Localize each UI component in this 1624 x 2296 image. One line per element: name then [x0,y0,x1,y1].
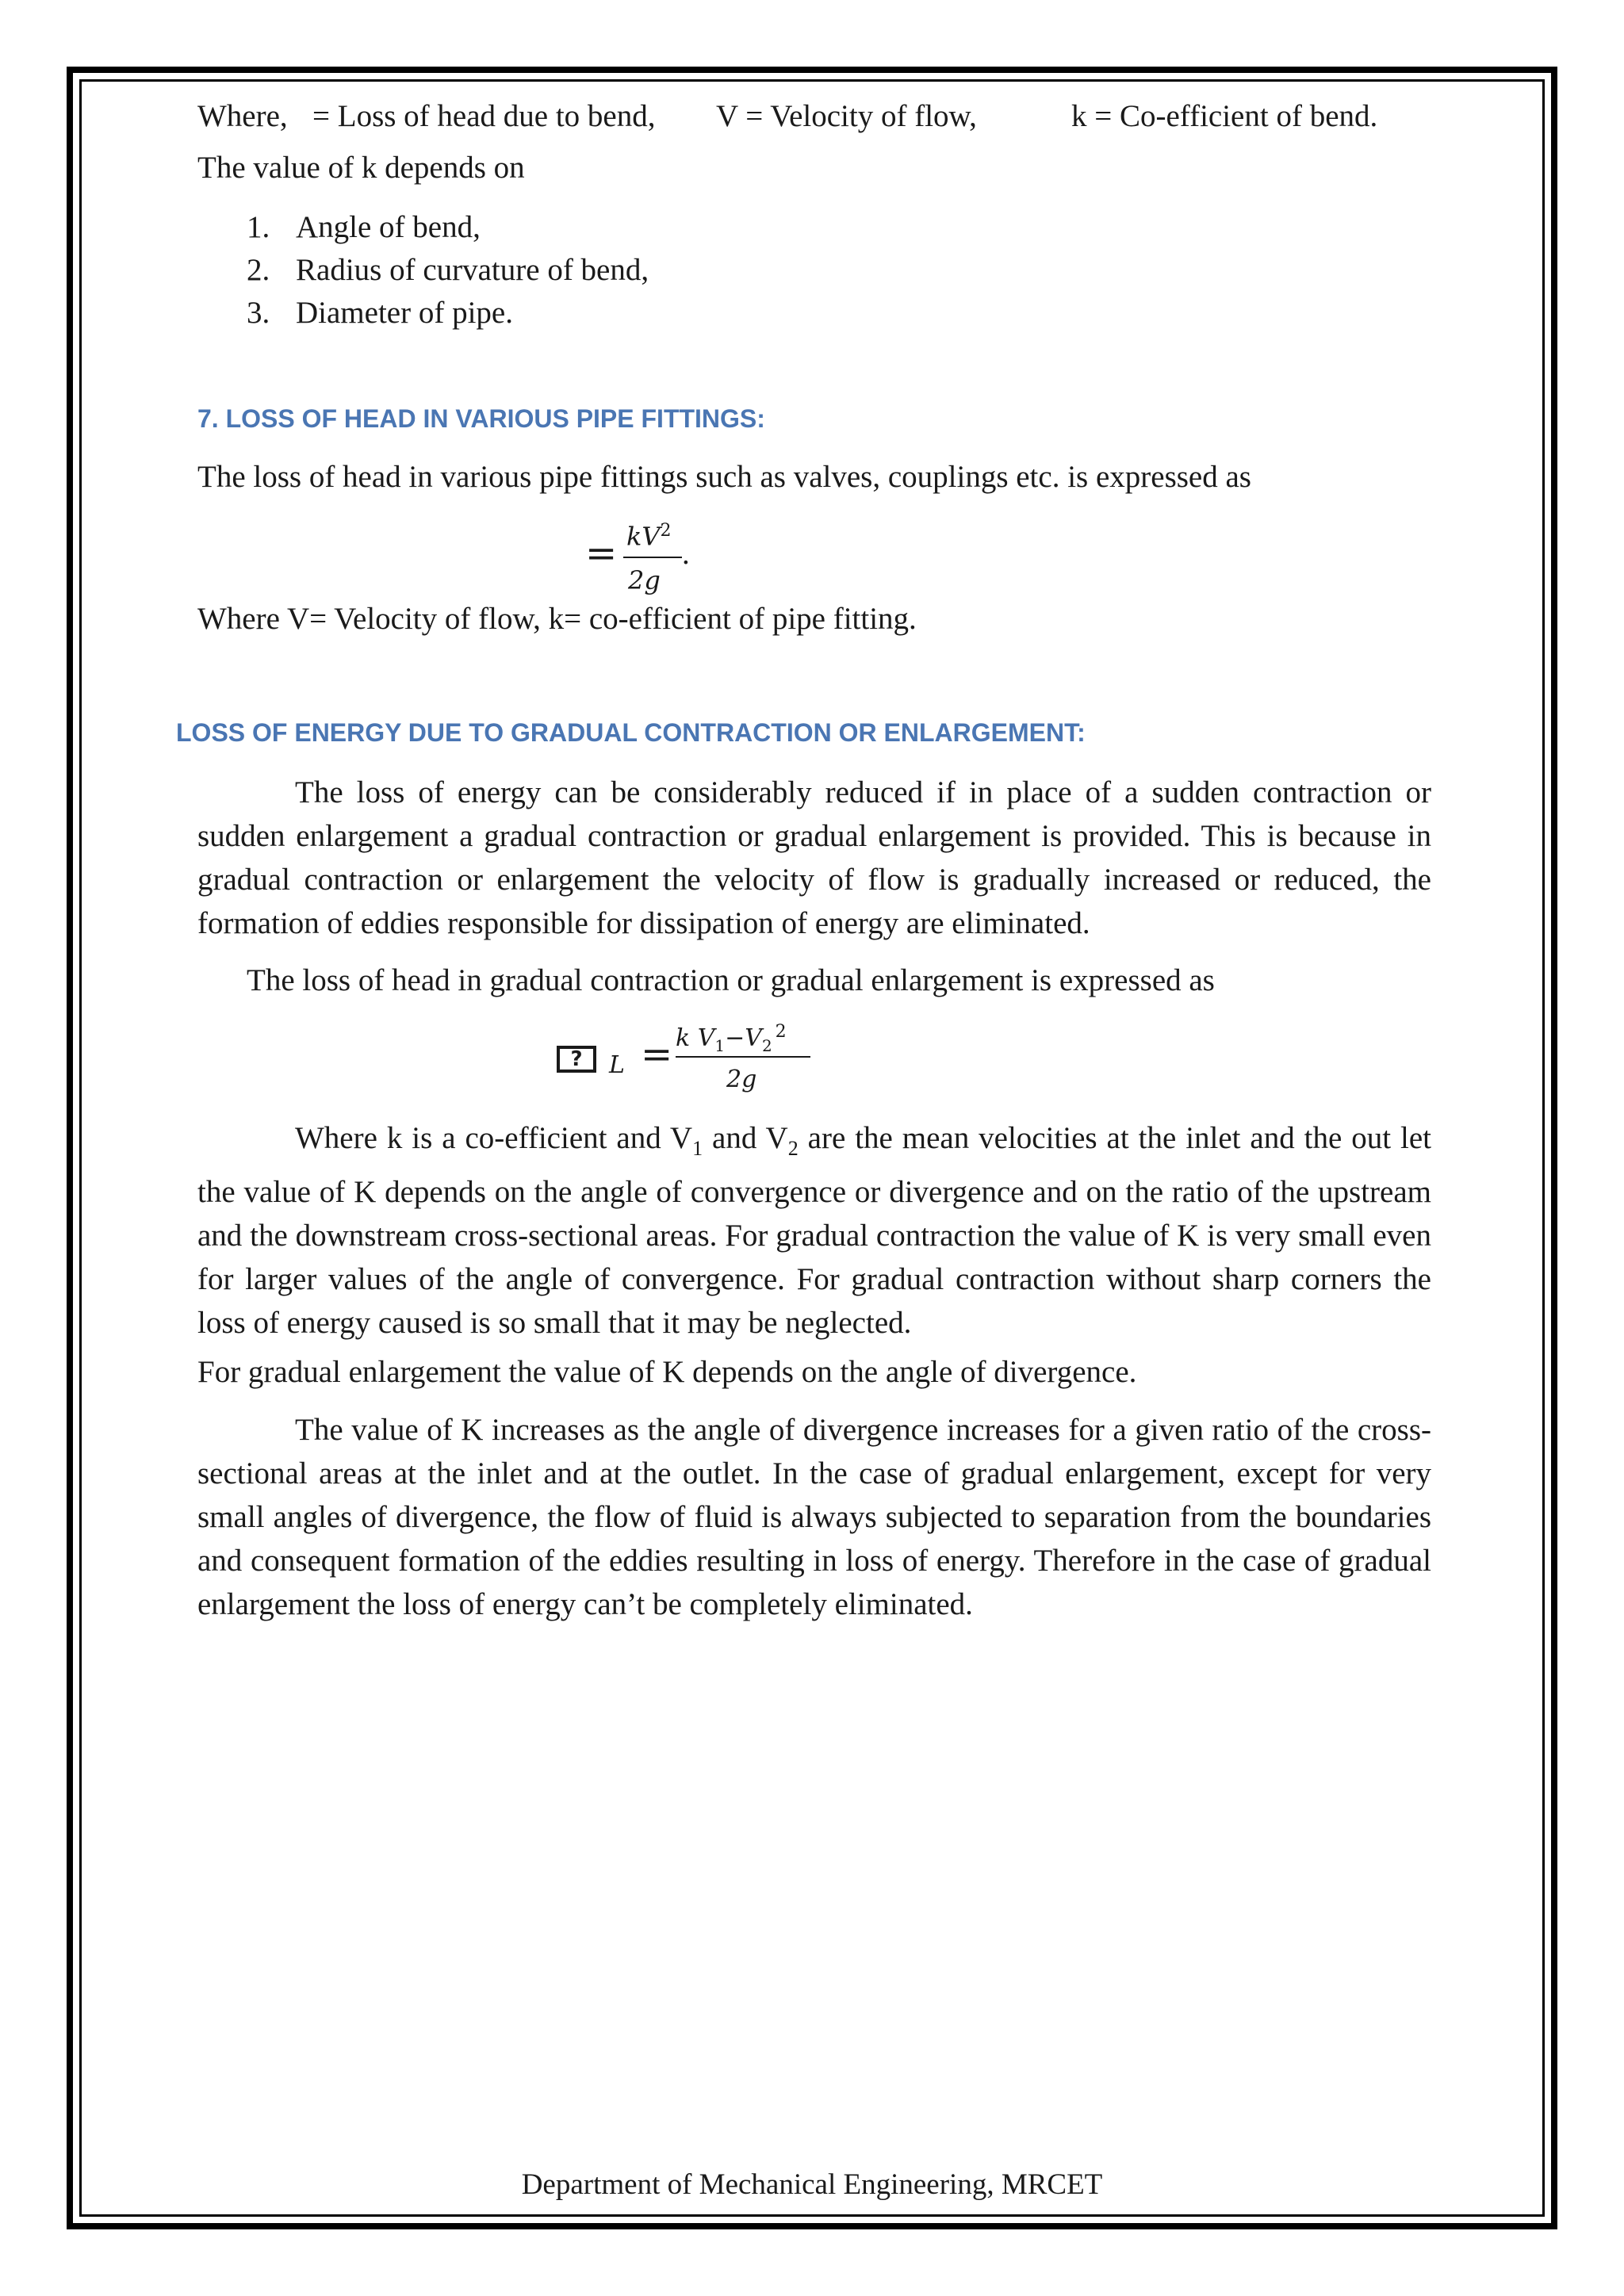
list-item-number: 3. [247,296,270,330]
head-loss-definition: = Loss of head due to bend, [312,99,656,133]
list-item-number: 2. [247,253,270,287]
k-depends-text: The value of k depends on [197,151,525,185]
formula-period: . [682,537,690,571]
numerator: kV [626,521,661,552]
numerator: k V [676,1024,715,1052]
missing-glyph-box: ? [557,1046,596,1073]
fraction [676,1016,810,1104]
where-label: Where, [197,99,288,133]
numerator-minus-v: −V [725,1024,762,1052]
exponent: 2 [660,521,672,541]
list-item: Radius of curvature of bend, [296,253,649,287]
equals-sign: = [641,1032,673,1077]
fraction-bar [676,1056,810,1058]
fittings-where: Where V= Velocity of flow, k= co-efficient of pipe fitting. [197,602,917,636]
list-item-number: 1. [247,210,270,244]
bend-coefficient-definition: k = Co-efficient of bend. [1071,99,1378,133]
subscript-l: L [609,1051,625,1079]
section-heading: LOSS OF ENERGY DUE TO GRADUAL CONTRACTION OR ENLARGEMENT: [176,718,1086,747]
fittings-intro: The loss of head in various pipe fittings such as valves, couplings etc. is expressed as [197,460,1251,494]
fraction-bar [623,557,682,558]
paragraph: Where k is a co-efficient and $V_1$ and $V_2$ are the mean velocities at the inlet and the out let the value of K depends on the angle of convergence or divergence and on the ratio of the upstream and the downstream cross-sectional areas. For gradual contraction the value of K is very small even for larger values of the angle of convergence. For gradual contraction without sharp corners the loss of energy caused is so small that it may be neglected. [197,1121,1431,1340]
page-footer: Department of Mechanical Engineering, MRCET [521,2168,1103,2201]
paragraph: The loss of energy can be considerably reduced if in place of a sudden contraction or sudden enlargement a gradual contraction or gradual enlargement is provided. This is because in gradual contraction or enlargement the velocity of flow is gradually increased or reduced, the formation of eddies responsible for dissipation of energy are eliminated. [197,775,1431,940]
exponent: 2 [775,1022,787,1042]
denominator: 2g [628,565,661,595]
fraction [623,515,682,603]
equals-sign: = [585,531,618,576]
paragraph: The loss of head in gradual contraction or gradual enlargement is expressed as [247,963,1215,997]
denominator: 2g [726,1066,757,1093]
list-item: Angle of bend, [296,210,481,244]
v1-subscript: 1 [714,1036,726,1055]
list-item: Diameter of pipe. [296,296,513,330]
paragraph: The value of K increases as the angle of divergence increases for a given ratio of the cross-sectional areas at the inlet and at the outlet. In the case of gradual enlargement, except for very small angles of divergence, the flow of fluid is always subjected to separation from the boundaries and consequent formation of the eddies resulting in loss of energy. Therefore in the case of gradual enlargement the loss of energy can’t be completely eliminated. [197,1413,1431,1621]
paragraph: For gradual enlargement the value of K depends on the angle of divergence. [197,1355,1137,1389]
velocity-definition: V = Velocity of flow, [716,99,977,133]
v2-subscript: 2 [761,1036,772,1055]
section-heading: 7. LOSS OF HEAD IN VARIOUS PIPE FITTINGS: [197,404,765,433]
